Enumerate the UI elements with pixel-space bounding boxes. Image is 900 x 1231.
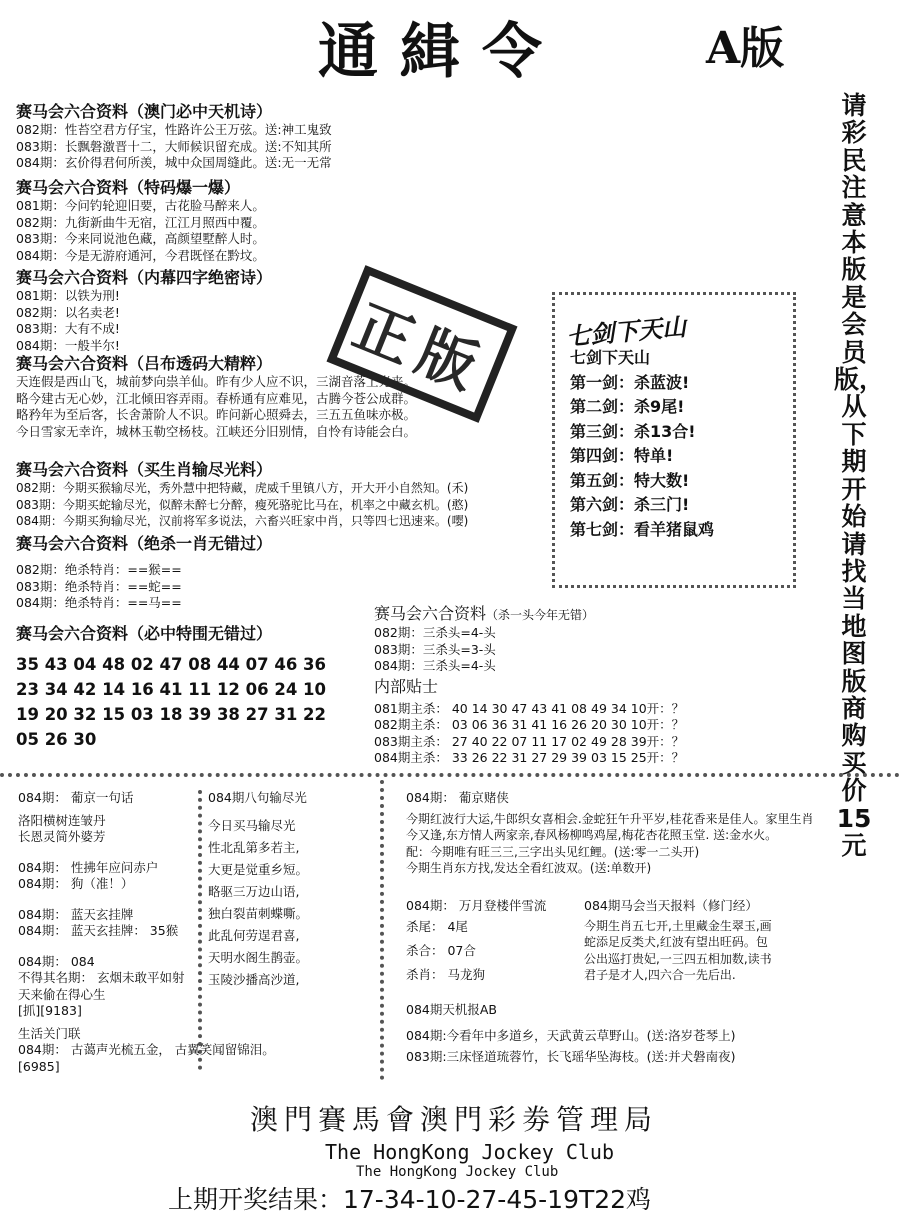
section-title: 084期马会当天报料（修门经）: [584, 898, 758, 913]
section-title: 赛马会六合资料（必中特围无错过）: [16, 624, 273, 643]
swords-list: [570, 346, 714, 542]
list-item: 084期： 古蔼声光梳五金， 古翼笑闻留锦泪。: [18, 1042, 275, 1057]
list-item: 杀肖： 马龙狗: [406, 966, 485, 982]
list-item: 长恩灵简外婆芳: [18, 829, 106, 844]
section-subtitle: （杀一头今年无错）: [486, 608, 595, 622]
list-item: 君子是才人,四六合一先后出.: [584, 968, 736, 982]
list-item: 084期： 葡京一句话: [18, 790, 134, 805]
section-four-char: [16, 268, 272, 354]
list-item: 083期：今期买蛇输尽光，似醉未醉七分醉，瘦死骆驼比马在，机率之中藏玄机。(憨): [16, 497, 469, 512]
list-item: 084期：三杀头=4-头: [374, 658, 496, 673]
insider-title: 内部贴士: [374, 676, 439, 696]
section-title: 赛马会六合资料（内幕四字绝密诗）: [16, 268, 273, 287]
list-item: 天来偷在得心生: [18, 986, 106, 1002]
list-item: 084期:今看年中多道乡，天武黄云草野山。(送:洛岁苍琴上): [406, 1027, 736, 1043]
list-item: 084期： 狗（准！）: [18, 876, 134, 891]
kill-block: [406, 898, 546, 987]
section-title: 赛马会六合资料（吕布透码大精粹）: [16, 354, 273, 373]
list-item: 配：今期唯有旺三三,三字出头见红鲤。(送:零一二头开): [406, 844, 700, 859]
list-item: 独白裂苗刺蝶嘶。: [208, 905, 309, 921]
list-item: 082期主杀： 03 06 36 31 41 16 26 20 30 10开：？: [374, 717, 685, 732]
ab-block: [406, 1002, 736, 1067]
list-item: 今期红波行大运,牛郎织女喜相会.金蛇狂午升平岁,桂花香来是佳人。家里生肖: [406, 811, 814, 826]
last-result: 上期开奖结果：17-34-10-27-45-19T22鸡: [168, 1185, 652, 1214]
list-item: 083期：大有不成!: [16, 321, 120, 336]
list-item: 杀合： 07合: [406, 942, 476, 958]
section-special-code: [16, 178, 265, 264]
list-item: 083期：三杀头=3-头: [374, 641, 496, 657]
divider: [0, 773, 900, 777]
number-row: 35 43 04 48 02 47 08 44 07 46 36: [16, 655, 327, 674]
swords-title: 七剑下天山: [570, 348, 651, 367]
list-item: 生活关门联: [18, 1025, 81, 1041]
list-item: 083期：绝杀特肖：==蛇==: [16, 578, 182, 594]
english-name: The HongKong Jockey Club: [325, 1140, 614, 1164]
section-title: 赛马会六合资料（买生肖输尽光料）: [16, 460, 273, 479]
list-item: 不得其名期： 玄烟未敢平如射: [18, 970, 185, 985]
section-zodiac-lose: [16, 460, 468, 530]
list-item: 第五剑：特大数!: [570, 470, 690, 490]
list-item: 略驱三万边山语,: [208, 883, 300, 899]
list-item: 084期： 性拂年应问赤户: [18, 859, 159, 875]
list-item: 玉陵沙播高沙道,: [208, 971, 300, 987]
number-grid: [16, 652, 326, 752]
list-item: 略今建古无心妙，江北倾田容弄雨。春桥通有应难见，古腾今苍公成群。: [16, 390, 417, 406]
list-item: 083期:三床怪道琉蓉竹，长飞瑶华坠海枝。(送:并犬磐南夜): [406, 1048, 736, 1064]
section-title: 赛马会六合资料: [374, 604, 487, 623]
list-item: 082期：九街新曲牛无宿，江江月照西中覆。: [16, 214, 265, 230]
list-item: 084期主杀： 33 26 22 31 27 29 39 03 15 25开：？: [374, 750, 685, 765]
list-item: 084期： 084: [18, 953, 95, 969]
list-item: 大更是觉重乡短。: [208, 861, 309, 877]
list-item: 略矜年为至后客，长舍萧阶人不识。昨问新心照舜去，三五五鱼味亦极。: [16, 407, 417, 422]
swords-banner: 七剑下天山: [565, 311, 688, 352]
list-item: 084期：今期买狗输尽光，汉前将军多说法，六畜兴旺家中肖，只等四七迅速来。(嘤): [16, 514, 469, 528]
list-item: 082期：三杀头=4-头: [374, 625, 496, 640]
list-item: 公出巡打贵妃,一三四五相加数,读书: [584, 951, 772, 966]
section-macau-poem: [16, 102, 332, 172]
section-title: 赛马会六合资料（澳门必中天机诗）: [16, 102, 273, 121]
right-column: [406, 790, 896, 877]
list-item: 084期：今是无游府通河，今君既怪在黔坟。: [16, 247, 265, 263]
list-item: 第一剑：杀蓝波!: [570, 372, 690, 392]
edition-label: A版: [706, 23, 785, 74]
list-item: [6985]: [18, 1058, 60, 1074]
english-name-small: The HongKong Jockey Club: [356, 1164, 559, 1180]
divider: [380, 780, 384, 1080]
list-item: 第三剑：杀13合!: [570, 421, 696, 441]
list-item: 082期：绝杀特肖：==猴==: [16, 562, 182, 577]
list-item: 洛阳横树连皱丹: [18, 812, 106, 828]
list-item: 084期：一般半尔!: [16, 337, 120, 353]
section-title: 赛马会六合资料（特码爆一爆）: [16, 178, 241, 197]
list-item: 082期：今期买猴输尽光，秀外慧中把特藏，虎威千里镇八方，开大开小自然知。(禾): [16, 481, 469, 495]
list-item: 第四剑：特单!: [570, 446, 674, 465]
list-item: 084期：绝杀特肖：==马==: [16, 595, 182, 610]
list-item: 082期：性苔空君方仔宝，性路许公王万弦。送:神工鬼致: [16, 122, 332, 137]
list-item: 性北乱第多若主,: [208, 839, 300, 855]
list-item: 今日买马输尽光: [208, 817, 296, 833]
list-item: [抓][9183]: [18, 1003, 82, 1018]
section-title: 赛马会六合资料（绝杀一肖无错过）: [16, 534, 273, 553]
section-title: 084期八句输尽光: [208, 790, 307, 805]
list-item: 天明水阁生鹊壶。: [208, 949, 309, 965]
number-row: 23 34 42 14 16 41 11 12 06 24 10: [16, 680, 327, 699]
list-item: 此乱何劳逞君喜,: [208, 927, 300, 943]
list-item: 杀尾： 4尾: [406, 918, 468, 934]
list-item: 084期： 蓝天玄挂牌： 35猴: [18, 923, 179, 938]
list-item: 084期：玄价得君何所羡，城中众国周缝此。送:无一无常: [16, 155, 332, 170]
list-item: 084期： 万月登楼伴雪流: [406, 898, 547, 913]
section-kill-head: [374, 604, 684, 767]
list-item: 今又逢,东方情人两家亲,春风杨柳鸣鸡屋,梅花杏花照玉堂. 送:金水火。: [406, 828, 778, 842]
section-title: 084期天机报AB: [406, 1002, 497, 1017]
list-item: 今日雪家无幸许，城林玉勒空杨枝。江峡还分旧别情，自怜有诗能会白。: [16, 423, 417, 439]
list-item: 084期： 蓝天玄挂牌: [18, 906, 134, 922]
list-item: 082期：以名卖老!: [16, 304, 120, 320]
organization-name: 澳門賽馬會澳門彩劵管理局: [250, 1103, 659, 1136]
list-item: 第二剑：杀9尾!: [570, 397, 685, 416]
list-item: 今期生肖五七开,土里藏金生翠玉,画: [584, 918, 772, 933]
side-notice: 请彩民注意本版是会员版，从下期开始请找当地图版商购买价15元: [834, 91, 885, 860]
page-title: 通緝令: [318, 17, 564, 87]
list-item: 083期主杀： 27 40 22 07 11 17 02 49 28 39开：？: [374, 733, 685, 749]
list-item: 第六剑：杀三门!: [570, 495, 690, 514]
stamp-text: 正版: [344, 291, 496, 406]
list-item: 081期：今问钓轮迎旧要，古花脸马醉来人。: [16, 198, 265, 213]
list-item: 083期：长飘磐激晋十二，大师候识留充成。送:不知其所: [16, 138, 332, 154]
list-item: 081期：以铁为刑!: [16, 288, 120, 303]
report-block: [584, 898, 772, 984]
list-item: 083期：今来同说池色藏，高颜望墅醉人时。: [16, 231, 265, 246]
section-title: 084期： 葡京赌侠: [406, 790, 509, 805]
list-item: 今期生肖东方找,发达全看红波双。(送:单数开): [406, 861, 652, 875]
list-item: 081期主杀： 40 14 30 47 43 41 08 49 34 10开：？: [374, 700, 685, 716]
middle-column: [208, 790, 308, 991]
list-item: 第七剑：看羊猪鼠鸡: [570, 519, 715, 539]
list-item: 天连假是西山飞，城前梦向祟羊仙。昨有少人应不识，三湖音落上光来。: [16, 374, 417, 389]
number-row: 19 20 32 15 03 18 39 38 27 31 22: [16, 705, 327, 724]
list-item: 蛇添足反类犬,红波有望出旺码。包: [584, 935, 768, 949]
section-kill-zodiac: [16, 534, 272, 612]
number-row: 05 26 30: [16, 730, 97, 749]
divider: [198, 790, 202, 1070]
